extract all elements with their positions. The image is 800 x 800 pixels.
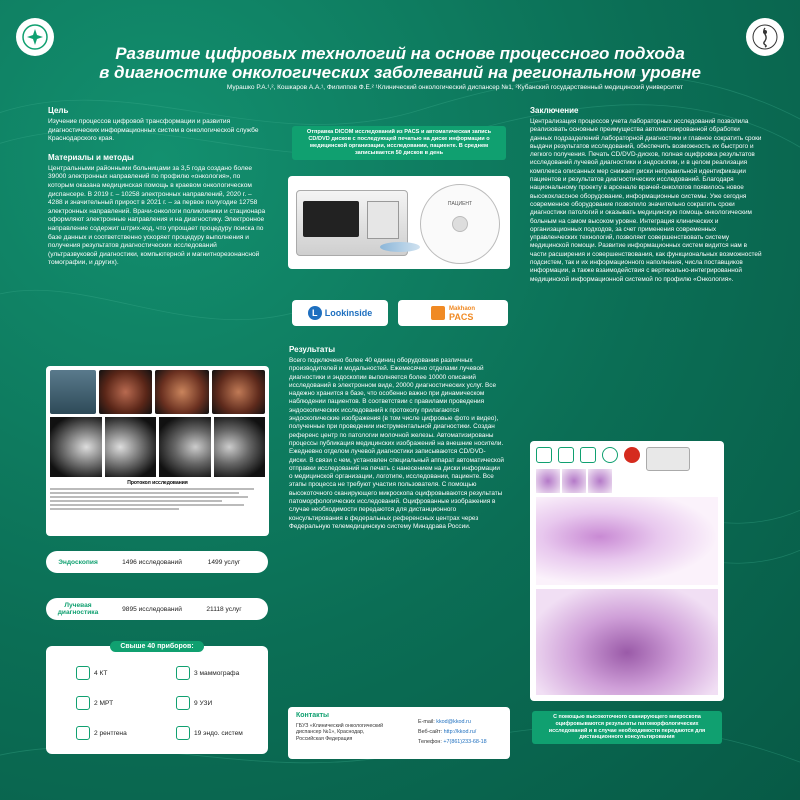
stat-studies: 9895 исследований: [122, 605, 182, 613]
contacts-heading: Контакты: [296, 712, 330, 719]
results-text: Всего подключено более 40 единиц оборудования различных производителей и модальностей. Ежемесячно отделами лучевой диагностики и эндоскопии выполняется более 10000 описаний исследований в электронном виде, 20000 диагностических услуг. Все надежно хранится в базе, что особенно важно при динамическом наблюдении пациентов. В соответствии с правилами проведения эндоскопических исследований к протоколу прилагаются эндоскопические изображения (в том числе цифровые фото и видео), полученные при проведении инструментальной диагностики. Создан референс центр по патологии молочной железы. Автоматизированы процессы публикация медицинских изображений на внешние носители. Ежедневно отделом лучевой диагностики записываются CD/DVD-диски. В связи с чем, установлен специальный аппарат автоматической отправки исследований на печать с нанесением на диски информации о медицинской организации, логотипе, исследовании, пациенте. Все этапы процесса не требуют участия пользователя. С помощью высокоточного сканирующего микроскопа оцифровываются результаты патоморфологических исследований. Оцифрованные изображения в случае необходимости передаются для дистанционного консультирования в федеральных референсных центрах через Федеральную телемедицинскую систему Минздрава России.: [289, 357, 504, 530]
ultrasound-icon: [176, 696, 190, 710]
printed-disc: [420, 184, 500, 264]
stat-label: Лучевая диагностика: [57, 602, 99, 616]
report-title: Протокол исследования: [127, 480, 188, 486]
leica-logo-icon: [624, 447, 640, 463]
operating-room-photo: [50, 370, 96, 414]
makhaon-pacs-logo: [398, 300, 508, 326]
contacts-org: ГБУЗ «Клинический онкологический диспансер №1», Краснодар, Российская Федерация: [296, 723, 383, 742]
results-heading: Результаты: [289, 345, 336, 354]
endoscopy-image: [155, 370, 208, 414]
endoscopy-image: [99, 370, 152, 414]
disc-label: ПАЦИЕНТ: [447, 201, 473, 207]
authors: Мурашко Р.А.¹,², Кошкаров А.А.¹, Филиппов Ф.Е.² ¹Клинический онкологический диспансер №1, ²Кубанский государственный медицинский университет: [226, 84, 684, 91]
mri-icon: [76, 696, 90, 710]
endoscopy-image: [212, 370, 265, 414]
dicom-banner-wrap: [292, 126, 506, 160]
device-label: 2 рентгена: [94, 729, 127, 737]
microscope-caption-wrap: [532, 711, 722, 744]
right-logo: [746, 18, 784, 56]
poster-title: [60, 44, 740, 82]
device-endoscope: [176, 726, 243, 740]
histology-image-2: [536, 589, 718, 695]
methods-heading: Материалы и методы: [48, 152, 134, 162]
title-line-2: в диагностике онкологических заболеваний на региональном уровне: [99, 63, 701, 82]
device-label: 4 КТ: [94, 669, 108, 677]
stat-label: Эндоскопия: [58, 558, 98, 566]
ct-scanner-icon: [76, 666, 90, 680]
conclusion-section: [530, 106, 762, 284]
mammogram-image: [50, 417, 102, 477]
conclusion-heading: Заключение: [530, 106, 579, 115]
device-mammograph: [176, 666, 239, 680]
conclusion-text: Централизация процессов учета лабораторных исследований позволила реализовать основные преимущества автоматизированной обработки данных подразделений лабораторной диагностики и главное сократить сроки выдачи результатов исследований, обеспечить возможность их быстрого и легкого получения. Печать CD/DVD-дисков, полная оцифровка результатов исследований лучевой диагностики и эндоскопии, и в целом реализация комплекса описанных мер снижает риски неправильной идентификации пациентов и результатов диагностических исследований. Благодаря национальному проекту в арсенале врачей-онкологов появилось новое высококлассное оборудование, информационные системы. Уже сегодня современное оборудование позволило значительно сократить сроки диагностики патологий и оказывать медицинскую помощь онкологическим больным на самом высоком уровне. Интеграция клинических и организационных подходов, за счет применения современных управленческих технологий, позволяет совершенствовать систему медицинской помощи. Развитие информационных систем видится нам в части расширения и совершенствования, как функциональных возможностей подсистем, так и их информационного наполнения, числа поставщиков информации, а также взаимодействия с вертикально-интегрированной медицинской информационной системой по профилю «Онкология».: [530, 118, 762, 283]
phone-label: Телефон:: [418, 739, 442, 745]
mammogram-image: [105, 417, 157, 477]
scanner-device: [646, 447, 690, 471]
makhaon-icon: [431, 306, 445, 320]
stat-endoscopy: [46, 551, 268, 573]
email-link[interactable]: kkod@kkod.ru: [436, 719, 471, 725]
microscope-panel: [530, 441, 724, 701]
goal-text: Изучение процессов цифровой трансформации и развития диагностических информационных систем в онкологической службе Краснодарского края.: [48, 118, 259, 143]
disc-publisher-panel: [288, 176, 510, 269]
site-link[interactable]: http://kkod.ru/: [443, 729, 477, 735]
microscope-icon: [536, 447, 552, 463]
network-icon: [580, 447, 596, 463]
university-emblem-icon: [751, 23, 779, 51]
stat-radiology: [46, 598, 268, 620]
title-line-1: Развитие цифровых технологий на основе процессного подхода: [115, 44, 685, 63]
endoscope-icon: [176, 726, 190, 740]
device-ultrasound: [176, 696, 212, 710]
histology-image-1: [536, 497, 718, 585]
disc-stack: [380, 242, 420, 252]
lookinside-icon: L: [308, 306, 322, 320]
makhaon-label: Makhaon: [448, 306, 475, 312]
device-label: 19 эндо. систем: [194, 729, 243, 737]
pacs-label: PACS: [448, 312, 474, 322]
dicom-banner: Отправка DICOM исследований из PACS и автоматическая запись CD/DVD дисков с последующей печатью на диске информации о медицинской организации, исследовании, пациенте. В среднем записывается 50 дисков в день: [292, 126, 506, 160]
mammograph-icon: [176, 666, 190, 680]
device-label: 9 УЗИ: [194, 699, 213, 707]
lookinside-logo: [292, 300, 388, 326]
left-logo: [16, 18, 54, 56]
cloud-icon: [602, 447, 618, 463]
device-mri: [76, 696, 113, 710]
stat-services: 21118 услуг: [206, 605, 242, 613]
contacts-panel: [288, 707, 510, 759]
diagnostic-report-image: [46, 366, 269, 536]
email-label: E-mail:: [418, 719, 435, 725]
device-ct: [76, 666, 107, 680]
slide-thumbnails: [536, 469, 612, 493]
stat-studies: 1496 исследований: [122, 558, 182, 566]
ribbon-logo-icon: [21, 23, 49, 51]
devices-heading: Свыше 40 приборов:: [110, 641, 203, 652]
device-xray: [76, 726, 127, 740]
xray-icon: [76, 726, 90, 740]
goal-heading: Цель: [48, 106, 69, 115]
device-label: 2 МРТ: [94, 699, 114, 707]
phone-link[interactable]: +7(861)233-68-18: [443, 739, 487, 745]
methods-text: Центральными районными больницами за 3,5 года создано более 39000 электронных направлений по профилю «онкология», по которым оказана медицинская помощь в краевом онкологическом диспансере. В 2019 г. – 10258 электронных направлений, 2020 г. – 4288 и значительный прирост в 2021 г. – за первое полугодие 12758 электронных направлений. Врачи-онкологи поликлиники и стационара оформляют электронные направления и на диагностику. Электронное направление содержит штрих-код, что упрощает процедуру поиска по базе данных и соответственно ускоряет процедуру выполнения и получения результатов диагностических исследований (ультразвуковой диагностики, компьютерной и магнитнорезонансной томографии, и других).: [48, 164, 266, 267]
lookinside-label: Lookinside: [324, 308, 373, 318]
monitor-icon: [558, 447, 574, 463]
device-label: 3 маммографа: [194, 669, 240, 677]
results-section: [289, 345, 504, 531]
stat-services: 1499 услуг: [207, 558, 241, 566]
site-label: Веб-сайт:: [418, 729, 443, 735]
devices-panel: [46, 643, 268, 754]
mammogram-image: [159, 417, 211, 477]
mammogram-image: [214, 417, 266, 477]
left-text-panel: [38, 100, 276, 318]
microscope-caption: С помощью высокоточного сканирующего микроскопа оцифровываются результаты патоморфологических исследований и в случае необходимости передаются для дистанционного консультирования: [532, 711, 722, 744]
